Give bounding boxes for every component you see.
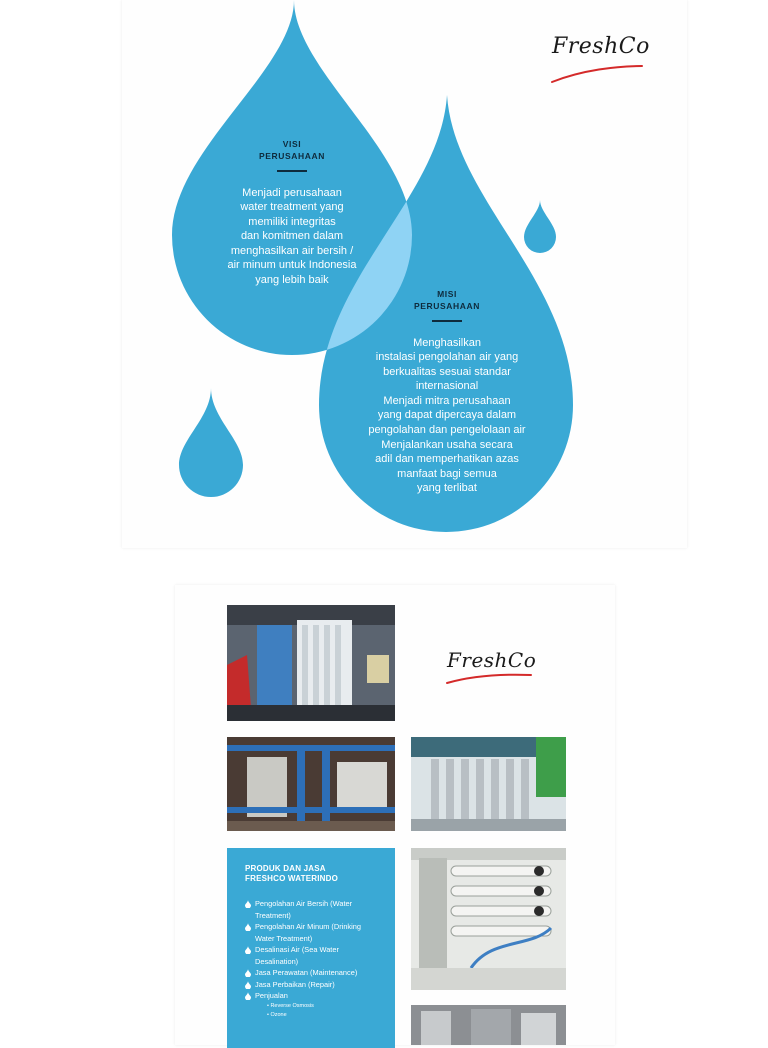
misi-line: Menghasilkan bbox=[413, 336, 481, 349]
misi-line: pengolahan dan pengelolaan air bbox=[368, 424, 526, 437]
water-drop-icon bbox=[245, 969, 251, 977]
misi-line: adil dan memperhatikan azas bbox=[375, 453, 519, 466]
visi-line: dan komitmen dalam bbox=[240, 230, 344, 243]
misi-heading-line1: MISI bbox=[437, 289, 457, 299]
misi-heading-line2: PERUSAHAAN bbox=[414, 301, 480, 311]
list-item-text: Jasa Perbaikan (Repair) bbox=[255, 979, 335, 989]
freshco-logo: FreshCo bbox=[552, 34, 650, 59]
list-item bbox=[245, 898, 381, 921]
visi-heading-line1: VISI bbox=[282, 139, 302, 149]
visi-heading bbox=[202, 138, 382, 162]
products-title-line2: FRESHCO WATERINDO bbox=[245, 874, 339, 883]
water-drop-icon bbox=[245, 946, 251, 954]
photo-ro-system bbox=[411, 848, 566, 990]
products-title bbox=[245, 864, 381, 884]
photo-equipment-partial bbox=[411, 1005, 566, 1045]
visi-divider bbox=[277, 170, 307, 172]
misi-line: internasional bbox=[415, 380, 479, 393]
misi-body bbox=[344, 336, 550, 497]
list-item bbox=[245, 944, 381, 967]
water-drop-icon bbox=[245, 992, 251, 1000]
visi-line: water treatment yang bbox=[240, 201, 344, 214]
small-drop-left bbox=[179, 388, 243, 497]
photo-treatment-room bbox=[227, 605, 395, 721]
misi-line: Menjadi mitra perusahaan bbox=[383, 394, 511, 407]
misi-line: instalasi pengolahan air yang bbox=[375, 351, 519, 364]
list-item-text: Desalinasi Air (Sea Water bbox=[255, 945, 339, 954]
visi-block bbox=[202, 138, 382, 288]
list-item-text: Desalination) bbox=[255, 956, 299, 966]
sales-sub-list bbox=[255, 1002, 381, 1020]
misi-line: manfaat bagi semua bbox=[397, 467, 497, 480]
list-item-text: Treatment) bbox=[255, 910, 291, 920]
water-drop-icon bbox=[245, 900, 251, 908]
list-item-text: Penjualan bbox=[255, 991, 288, 1000]
list-item bbox=[245, 967, 381, 979]
photo-steel-filters-image bbox=[411, 737, 566, 831]
sub-list-item: • Reverse Osmosis bbox=[267, 1002, 314, 1009]
products-services-panel bbox=[227, 848, 395, 1048]
water-drop-icon bbox=[245, 923, 251, 931]
list-item bbox=[245, 921, 381, 944]
visi-line: Menjadi perusahaan bbox=[242, 186, 342, 199]
logo-swoosh bbox=[552, 66, 642, 82]
list-item-text: Pengolahan Air Bersih (Water bbox=[255, 899, 353, 908]
photo-blue-pipes-image bbox=[227, 737, 395, 831]
photo-equipment-partial-image bbox=[411, 1005, 566, 1045]
misi-line: Menjalankan usaha secara bbox=[381, 438, 513, 451]
small-drop-right bbox=[524, 200, 556, 253]
misi-block bbox=[344, 288, 550, 496]
page-vision-mission bbox=[122, 0, 687, 548]
list-item-text: Water Treatment) bbox=[255, 933, 313, 943]
visi-line: air minum untuk Indonesia bbox=[227, 259, 357, 272]
misi-divider bbox=[432, 320, 462, 322]
misi-line: yang terlibat bbox=[417, 482, 477, 495]
photo-steel-filters bbox=[411, 737, 566, 831]
photo-ro-system-image bbox=[411, 848, 566, 990]
visi-line: menghasilkan air bersih / bbox=[230, 244, 354, 257]
misi-line: berkualitas sesuai standar bbox=[383, 365, 511, 378]
photo-blue-pipes bbox=[227, 737, 395, 831]
page-products bbox=[175, 585, 615, 1045]
misi-line: yang dapat dipercaya dalam bbox=[377, 409, 517, 422]
logo-swoosh-page2 bbox=[445, 673, 535, 687]
list-item-text: Pengolahan Air Minum (Drinking bbox=[255, 922, 361, 931]
sub-list-item: • Ozone bbox=[267, 1011, 287, 1018]
list-item-text: Jasa Perawatan (Maintenance) bbox=[255, 968, 358, 977]
freshco-logo-page2: FreshCo bbox=[447, 648, 537, 672]
water-drop-icon bbox=[245, 981, 251, 989]
list-item bbox=[245, 990, 381, 1020]
visi-line: memiliki integritas bbox=[248, 215, 336, 228]
products-list bbox=[245, 898, 381, 1020]
visi-body bbox=[202, 186, 382, 288]
products-title-line1: PRODUK DAN JASA bbox=[245, 864, 326, 873]
visi-line: yang lebih baik bbox=[255, 274, 329, 287]
misi-heading bbox=[344, 288, 550, 312]
list-item bbox=[245, 979, 381, 991]
visi-heading-line2: PERUSAHAAN bbox=[259, 151, 325, 161]
photo-treatment-room-image bbox=[227, 605, 395, 721]
